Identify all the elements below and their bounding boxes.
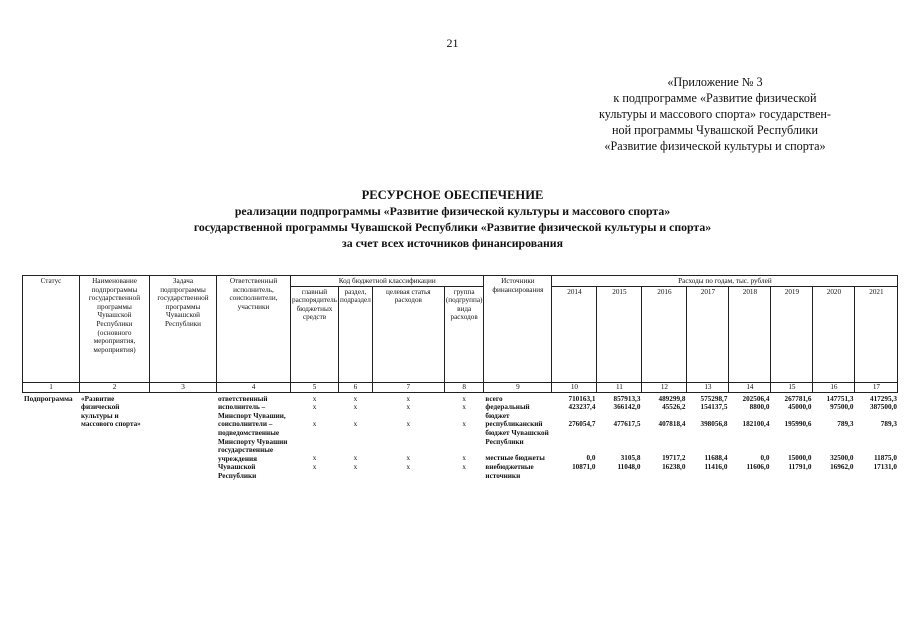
- amount-cell: 16962,0: [830, 462, 854, 471]
- amount-cell: 267781,6: [784, 394, 812, 403]
- column-number: 6: [339, 382, 373, 392]
- budget-code-cell: x: [406, 394, 411, 403]
- header-year: 2017: [687, 286, 729, 382]
- column-number: 14: [729, 382, 771, 392]
- header-budget-code: Код бюджетной классификации: [291, 276, 484, 287]
- budget-code-cell: x: [353, 403, 358, 412]
- amount-cell: 45000,0: [788, 403, 812, 412]
- amount-cell: 366142,0: [613, 403, 641, 412]
- amount-cell: 387500,0: [869, 403, 897, 412]
- column-number: 5: [291, 382, 339, 392]
- appendix-line: ной программы Чувашской Республики: [612, 123, 818, 137]
- amount-cell: 97500,0: [830, 403, 854, 412]
- budget-code-cell: x: [406, 454, 411, 463]
- executor-cell: ответственный исполнитель – Минспорт Чувашии, соисполнители – подведомственные Минспорту Чувашии государственные учреждения Чувашской Республики: [218, 394, 288, 480]
- amount-cell: 45526,2: [662, 403, 686, 412]
- amount-cell: 11791,0: [788, 462, 812, 471]
- appendix-line: «Развитие физической культуры и спорта»: [604, 139, 826, 153]
- amount-cell: 477617,5: [613, 420, 641, 429]
- header-year: 2018: [729, 286, 771, 382]
- budget-code-cell: x: [406, 420, 411, 429]
- budget-code-cell: x: [462, 454, 466, 463]
- budget-code-cell: x: [353, 454, 358, 463]
- budget-code-cell: x: [312, 462, 317, 471]
- appendix-note: [560, 74, 870, 154]
- column-number: 1: [23, 382, 80, 392]
- budget-code-cell: x: [312, 403, 317, 412]
- amount-cell: 10871,0: [572, 462, 596, 471]
- column-number: 7: [372, 382, 444, 392]
- budget-code-cell: x: [462, 420, 466, 429]
- amount-cell: 19717,2: [662, 454, 686, 463]
- amount-cell: 182100,4: [742, 420, 770, 429]
- amount-cell: 789,3: [880, 420, 897, 429]
- amount-cell: 11606,0: [746, 462, 770, 471]
- header-code-section: раздел, подраздел: [339, 286, 373, 382]
- amount-cell: 489299,8: [658, 394, 686, 403]
- column-number: 15: [771, 382, 813, 392]
- column-number: 3: [150, 382, 217, 392]
- amount-cell: 11688,4: [704, 454, 728, 463]
- budget-code-cell: x: [406, 462, 411, 471]
- header-year: 2014: [552, 286, 597, 382]
- header-sources: Источники финансирования: [484, 276, 552, 383]
- budget-code-cell: x: [312, 454, 317, 463]
- appendix-line: к подпрограмме «Развитие физической: [613, 91, 817, 105]
- header-year: 2019: [771, 286, 813, 382]
- document-heading: [0, 187, 905, 251]
- amount-cell: 407818,4: [658, 420, 686, 429]
- name-cell: «Развитие физической культуры и массового спорта»: [81, 394, 141, 429]
- column-number: 4: [217, 382, 291, 392]
- header-year: 2020: [813, 286, 855, 382]
- header-status: Статус: [23, 276, 80, 383]
- header-expenses: Расходы по годам, тыс. рублей: [552, 276, 898, 287]
- budget-code-cell: x: [312, 394, 317, 403]
- header-code-main: главный распорядитель бюджетных средств: [291, 286, 339, 382]
- table-body: [23, 392, 898, 525]
- amount-cell: 423237,4: [568, 403, 596, 412]
- source-cell: внебюджетные источники: [485, 462, 534, 480]
- amount-cell: 11048,0: [617, 462, 641, 471]
- amount-cell: 195990,6: [784, 420, 812, 429]
- amount-cell: 789,3: [837, 420, 854, 429]
- status-cell: Подпрограмма: [24, 394, 73, 403]
- budget-code-cell: x: [462, 462, 466, 471]
- budget-code-cell: x: [462, 403, 466, 412]
- header-year: 2016: [642, 286, 687, 382]
- amount-cell: 16238,0: [662, 462, 686, 471]
- task-cell: [150, 392, 217, 525]
- column-number: 16: [813, 382, 855, 392]
- header-task: Задача подпрограммы государственной программы Чувашской Республики: [150, 276, 217, 383]
- source-cell: местные бюджеты: [485, 454, 545, 463]
- amount-cell: 3105,8: [620, 454, 641, 463]
- appendix-line: культуры и массового спорта» государствен-: [599, 107, 831, 121]
- budget-code-cell: x: [353, 420, 358, 429]
- amount-cell: 147751,3: [826, 394, 854, 403]
- resource-table: [22, 275, 898, 525]
- column-number: 8: [444, 382, 484, 392]
- amount-cell: 276054,7: [568, 420, 596, 429]
- budget-code-cell: x: [353, 462, 358, 471]
- heading-line: реализации подпрограммы «Развитие физической культуры и массового спорта»: [234, 204, 671, 218]
- column-number: 11: [597, 382, 642, 392]
- budget-code-cell: x: [353, 394, 358, 403]
- amount-cell: 857913,3: [613, 394, 641, 403]
- header-year: 2015: [597, 286, 642, 382]
- source-cell: федеральный бюджет: [485, 403, 530, 420]
- budget-code-cell: x: [312, 420, 317, 429]
- amount-cell: 15000,0: [788, 454, 812, 463]
- amount-cell: 398056,8: [700, 420, 728, 429]
- appendix-line: «Приложение № 3: [667, 75, 763, 89]
- header-executor: Ответственный исполнитель, соисполнители, участники: [217, 276, 291, 383]
- column-number: 9: [484, 382, 552, 392]
- amount-cell: 0,0: [760, 454, 770, 463]
- amount-cell: 202506,4: [742, 394, 770, 403]
- amount-cell: 11416,0: [704, 462, 728, 471]
- page-number: 21: [446, 36, 459, 50]
- source-cell: всего: [485, 394, 503, 403]
- column-number: 2: [80, 382, 150, 392]
- table-row: [23, 392, 898, 403]
- amount-cell: 11875,0: [873, 454, 897, 463]
- amount-cell: 575298,7: [700, 394, 728, 403]
- document-title: РЕСУРСНОЕ ОБЕСПЕЧЕНИЕ: [361, 188, 544, 202]
- header-name: Наименование подпрограммы государственной программы Чувашской Республики (основного мероприятия, мероприятия): [80, 276, 150, 383]
- header-year: 2021: [855, 286, 898, 382]
- budget-code-cell: x: [462, 394, 466, 403]
- heading-line: за счет всех источников финансирования: [342, 236, 563, 250]
- column-number: 10: [552, 382, 597, 392]
- amount-cell: 17131,0: [873, 462, 897, 471]
- heading-line: государственной программы Чувашской Республики «Развитие физической культуры и спорта»: [193, 220, 712, 234]
- amount-cell: 154137,5: [700, 403, 728, 412]
- column-number: 12: [642, 382, 687, 392]
- column-number: 13: [687, 382, 729, 392]
- column-number: 17: [855, 382, 898, 392]
- header-code-article: целевая статья расходов: [372, 286, 444, 382]
- budget-code-cell: x: [406, 403, 411, 412]
- header-code-group: группа (подгруппа) вида расходов: [444, 286, 484, 382]
- amount-cell: 0,0: [586, 454, 596, 463]
- amount-cell: 32500,0: [830, 454, 854, 463]
- amount-cell: 8800,0: [749, 403, 770, 412]
- amount-cell: 710163,1: [568, 394, 596, 403]
- source-cell: республиканский бюджет Чувашской Республики: [485, 420, 549, 446]
- amount-cell: 417295,3: [869, 394, 897, 403]
- column-number-row: [23, 382, 898, 392]
